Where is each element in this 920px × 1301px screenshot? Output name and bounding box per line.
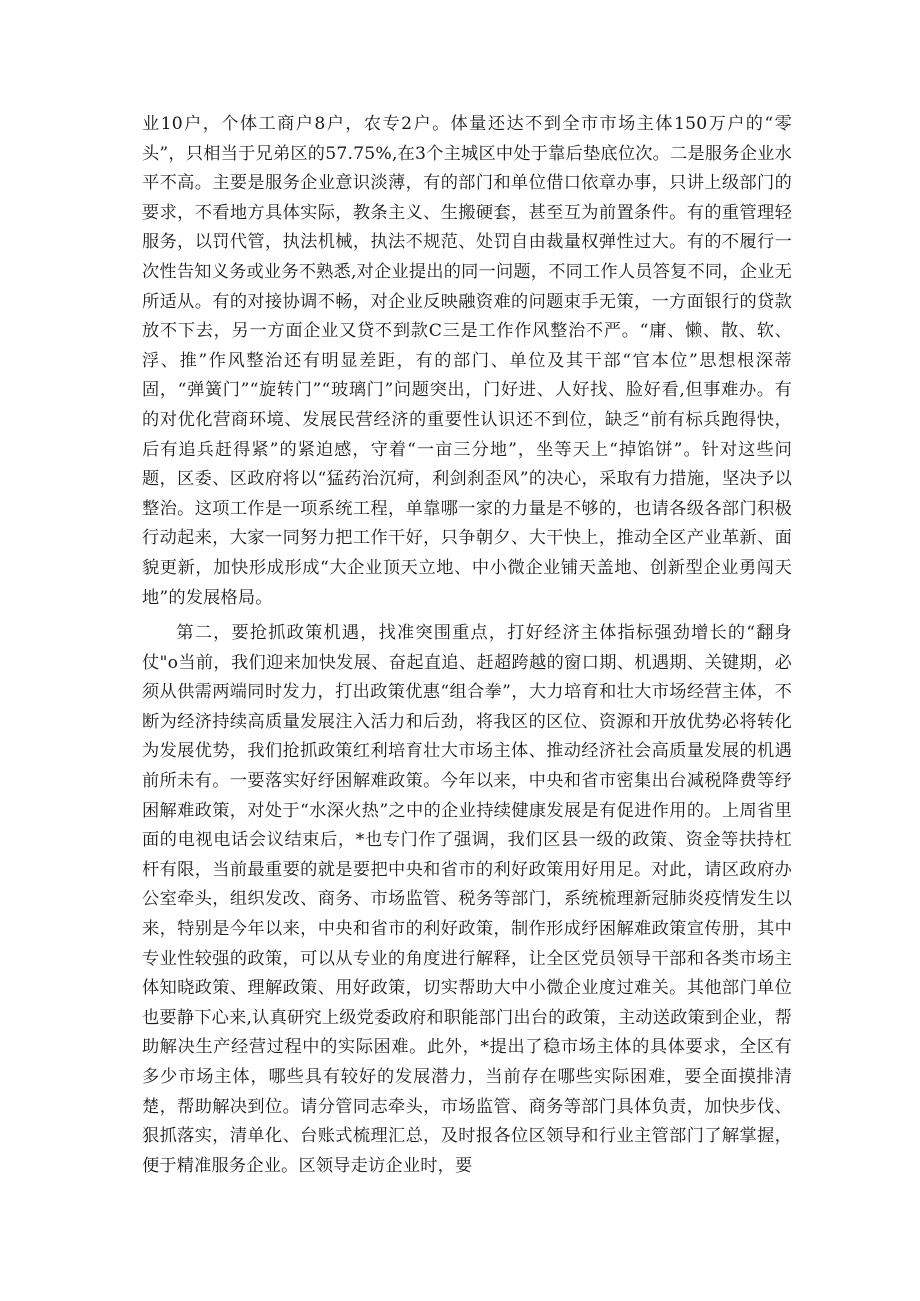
document-page — [142, 110, 792, 1187]
paragraph-1: 业10户，个体工商户8户，农专2户。体量还达不到全市市场主体150万户的“零头”，只相当于兄弟区的57.75%,在3个主城区中处于靠后垫底位次。二是服务企业水平不高。主要是服务企业意识淡薄，有的部门和单位借口依章办事，只讲上级部门的要求，不看地方具体实际，教条主义、生搬硬套，甚至互为前置条件。有的重管理轻服务，以罚代管，执法机械，执法不规范、处罚自由裁量权弹性过大。有的不履行一次性告知义务或业务不熟悉,对企业提出的同一问题，不同工作人员答复不同，企业无所适从。有的对接协调不畅，对企业反映融资难的问题束手无策，一方面银行的贷款放不下去，另一方面企业又贷不到款C三是工作作风整治不严。“庸、懒、散、软、浮、推”作风整治还有明显差距，有的部门、单位及其干部“官本位”思想根深蒂固，“弹簧门”“旋转门”“玻璃门”问题突出，门好进、人好找、脸好看,但事难办。有的对优化营商环境、发展民营经济的重要性认识还不到位，缺乏“前有标兵跑得快，后有追兵赶得紧”的紧迫感，守着“一亩三分地”，坐等天上“掉馅饼”。针对这些问题，区委、区政府将以“猛药治沉疴，利剑刹歪风”的决心，采取有力措施，坚决予以整治。这项工作是一项系统工程，单靠哪一家的力量是不够的，也请各级各部门积极行动起来，大家一同努力把工作干好，只争朝夕、大干快上，推动全区产业革新、面貌更新，加快形成形成“大企业顶天立地、中小微企业铺天盖地、创新型企业勇闯天地”的发展格局。 — [142, 114, 792, 608]
paragraph-2: 第二，要抢抓政策机遇，找准突围重点，打好经济主体指标强劲增长的“翻身仗"o当前，我们迎来加快发展、奋起直追、赶超跨越的窗口期、机遇期、关键期，必须从供需两端同时发力，打出政策优惠“组合拳”，大力培育和壮大市场经营主体，不断为经济持续高质量发展注入活力和后劲，将我区的区位、资源和开放优势必将转化为发展优势，我们抢抓政策红利培育壮大市场主体、推动经济社会高质量发展的机遇前所未有。一要落实好纾困解难政策。今年以来，中央和省市密集出台减税降费等纾困解难政策，对处于“水深火热”之中的企业持续健康发展是有促进作用的。上周省里面的电视电话会议结束后，*也专门作了强调，我们区县一级的政策、资金等扶持杠杆有限，当前最重要的就是要把中央和省市的利好政策用好用足。对此，请区政府办公室牵头，组织发改、商务、市场监管、税务等部门，系统梳理新冠肺炎疫情发生以来，特别是今年以来，中央和省市的利好政策，制作形成纾困解难政策宣传册，其中专业性较强的政策，可以从专业的角度进行解释，让全区党员领导干部和各类市场主体知晓政策、理解政策、用好政策，切实帮助大中小微企业度过难关。其他部门单位也要静下心来,认真研究上级党委政府和职能部门出台的政策，主动送政策到企业，帮助解决生产经营过程中的实际困难。此外，*提出了稳市场主体的具体要求，全区有多少市场主体，哪些具有较好的发展潜力，当前存在哪些实际困难，要全面摸排清楚，帮助解决到位。请分管同志牵头，市场监管、商务等部门具体负责，加快步伐、狠抓落实，清单化、台账式梳理汇总，及时报各位区领导和行业主管部门了解掌握，便于精准服务企业。区领导走访企业时，要 — [142, 623, 792, 1176]
